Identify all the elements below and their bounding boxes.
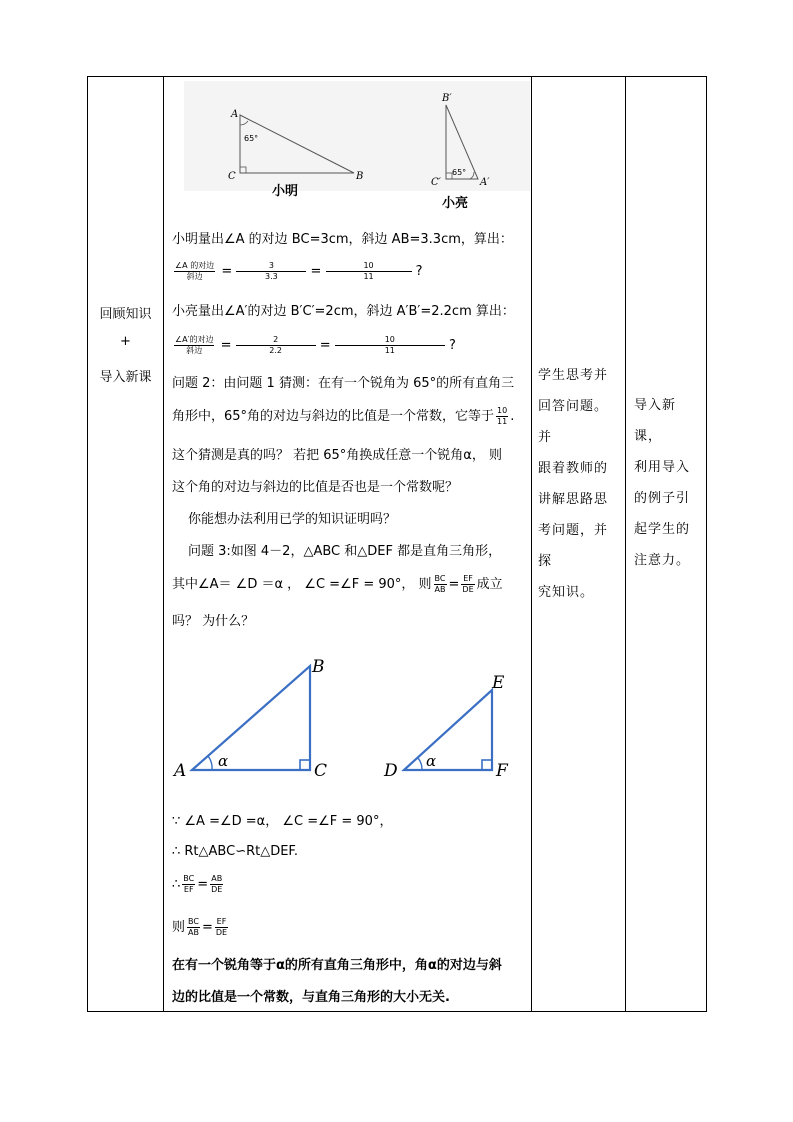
fill-blank: $\frac{2}{2.2}$ xyxy=(236,335,316,356)
proof-step1: ∵ ∠A =∠D =α， ∠C =∠F = 90°， xyxy=(172,814,393,829)
stage-label-review: 回顾知识 xyxy=(99,307,152,322)
prove-prompt: 你能想办法利用已学的知识证明吗？ xyxy=(188,512,397,527)
alpha-label: α xyxy=(426,752,437,770)
conclusion-line2: 边的比值是一个常数，与直角三角形的大小无关. xyxy=(172,990,450,1005)
vertex-A: A xyxy=(174,761,187,781)
vertex-C: C xyxy=(314,761,328,781)
fraction: $\frac{\text{∠A 的对边}}{\text{斜边}}$ xyxy=(175,261,215,281)
stage-label-plus: + xyxy=(120,334,131,349)
angle-label: 65° xyxy=(244,134,259,143)
content-column xyxy=(164,77,531,1011)
fraction: $\frac{EF}{DE}$ xyxy=(215,917,228,937)
student-activity-text: 学生思考并 回答问题。并 跟着教师的 讲解思路思 考问题，并探 究知识。 xyxy=(538,368,609,600)
design-intent-text: 导入新课， 利用导入 的例子引 起学生的 注意力。 xyxy=(634,398,691,568)
vertex-C-prime: C′ xyxy=(431,177,441,188)
question3-line3: 吗？ 为什么？ xyxy=(172,614,255,629)
question3-line2: 其中∠A＝ ∠D ＝α ， ∠C =∠F = 90°， 则 $\frac{BC}{AB}$ = $\frac{EF}{DE}$ 成立 xyxy=(172,574,503,594)
stage-column xyxy=(88,77,163,1011)
vertex-A: A xyxy=(231,109,239,120)
fraction: $\frac{EF}{DE}$ xyxy=(462,574,474,594)
fraction: $\frac{BC}{AB}$ xyxy=(188,917,199,937)
vertex-D: D xyxy=(384,761,398,781)
question2-line4: 这个角的对边与斜边的比值是否也是一个常数呢？ xyxy=(172,480,459,495)
caption-xiaoming: 小明 xyxy=(272,184,299,199)
fraction: $\frac{BC}{EF}$ xyxy=(183,874,195,894)
question2-line1: 问题 2：由问题 1 猜测：在有一个锐角为 65°的所有直角三 xyxy=(172,376,515,391)
para-xiaoliang-measure: 小亮量出∠A′的对边 B′C′=2cm，斜边 A′B′=2.2cm 算出： xyxy=(172,304,515,319)
caption-xiaoliang: 小亮 xyxy=(442,196,469,211)
equation-xiaoming: $\frac{\text{∠A 的对边}}{\text{斜边}}$ = $\frac{3}{3.3}$ = $\frac{10}{11}$ ? xyxy=(175,261,423,281)
fill-blank: $\frac{10}{11}$ xyxy=(335,335,445,356)
proof-step3: ∴ $\frac{BC}{EF}$ = $\frac{AB}{DE}$ xyxy=(172,874,223,894)
vertex-F: F xyxy=(496,761,508,781)
stage-label-intro: 导入新课 xyxy=(99,370,152,385)
fraction: $\frac{BC}{AB}$ xyxy=(434,574,446,594)
para-xiaoming-measure: 小明量出∠A 的对边 BC=3cm，斜边 AB=3.3cm，算出： xyxy=(172,232,513,247)
vertex-C: C xyxy=(228,171,236,182)
vertex-B: B xyxy=(356,171,364,182)
design-intent-column xyxy=(626,77,706,1011)
student-activity-column xyxy=(532,77,625,1011)
fraction: $\frac{10}{11}$ xyxy=(497,406,508,426)
fraction: $\frac{\text{∠A′的对边}}{\text{斜边}}$ xyxy=(175,335,214,355)
question3-line1: 问题 3:如图 4－2，△ABC 和△DEF 都是直角三角形， xyxy=(188,544,502,559)
vertex-A-prime: A′ xyxy=(480,177,490,188)
vertex-B-prime: B′ xyxy=(442,93,452,104)
vertex-B: B xyxy=(312,657,325,677)
proof-step2: ∴ Rt△ABC∽Rt△DEF. xyxy=(172,844,298,859)
triangle-DEF xyxy=(404,690,492,770)
question2-line2: 角形中，65°角的对边与斜边的比值是一个常数，它等于 $\frac{10}{11}$ . xyxy=(172,406,515,426)
proof-step4: 则 $\frac{BC}{AB}$ = $\frac{EF}{DE}$ xyxy=(172,917,228,937)
lesson-table xyxy=(87,76,707,1012)
triangle-ABC xyxy=(192,666,310,770)
conclusion-line1: 在有一个锐角等于α的所有直角三角形中，角α的对边与斜 xyxy=(172,958,502,973)
question2-line3: 这个猜测是真的吗？ 若把 65°角换成任意一个锐角α， 则 xyxy=(172,448,503,463)
similar-triangles-figure xyxy=(172,652,522,782)
equation-xiaoliang: $\frac{\text{∠A′的对边}}{\text{斜边}}$ = $\frac{2}{2.2}$ = $\frac{10}{11}$ ? xyxy=(175,335,456,355)
alpha-label: α xyxy=(218,752,229,770)
fraction: $\frac{AB}{DE}$ xyxy=(211,874,223,894)
measurement-triangles-figure xyxy=(184,81,530,211)
fill-blank: $\frac{3}{3.3}$ xyxy=(236,261,306,282)
vertex-E: E xyxy=(492,673,505,693)
fill-blank: $\frac{10}{11}$ xyxy=(326,261,412,282)
angle-label: 65° xyxy=(452,168,467,177)
